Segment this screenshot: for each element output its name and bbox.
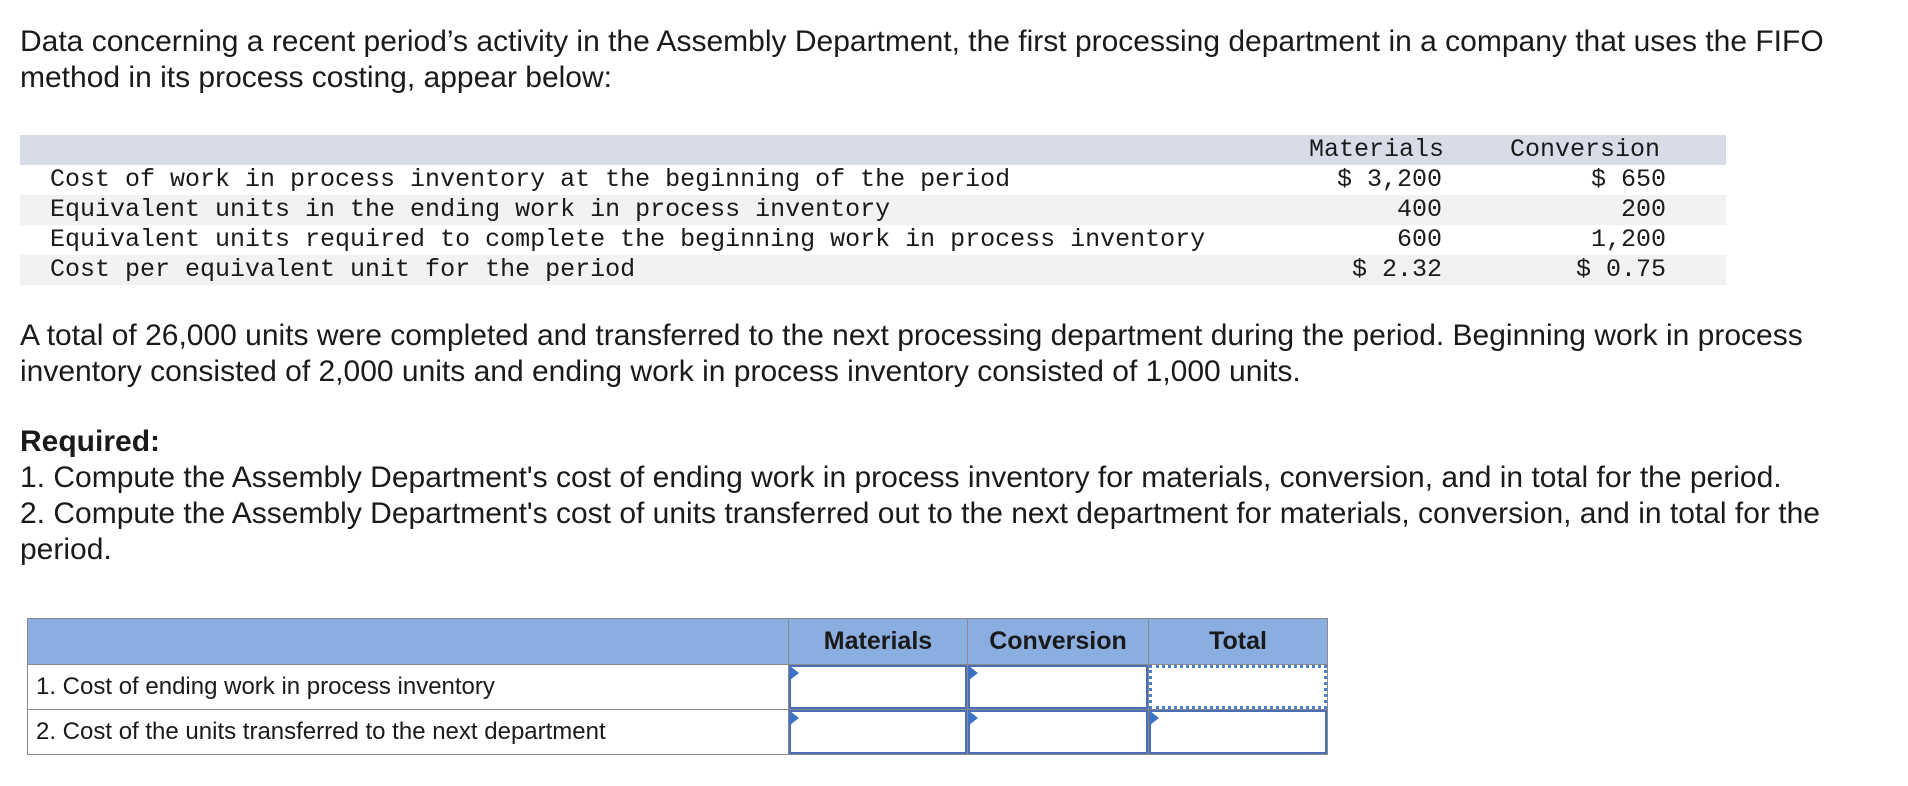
data-table-header-materials: Materials — [1308, 135, 1444, 164]
input-flag-icon — [790, 711, 799, 725]
data-row-materials: $ 2.32 — [1351, 255, 1442, 284]
answer-cell — [968, 710, 1149, 755]
input-flag-icon — [969, 666, 978, 680]
data-row-label: Equivalent units in the ending work in process inventory — [50, 195, 891, 224]
answer-header-materials: Materials — [789, 619, 968, 665]
answer-cell — [1149, 710, 1328, 755]
required-section — [20, 424, 1900, 568]
input-flag-icon — [1150, 711, 1159, 725]
data-table-row — [20, 165, 1726, 195]
answer-cell-wrapper — [1149, 665, 1327, 709]
answer-cell-wrapper — [1149, 710, 1327, 754]
input-flag-icon — [790, 666, 799, 680]
data-row-conversion: 1,200 — [1590, 225, 1666, 254]
data-table-row — [20, 225, 1726, 255]
data-row-label: Cost per equivalent unit for the period — [50, 255, 636, 284]
data-row-conversion: 200 — [1620, 195, 1666, 224]
intro-paragraph: Data concerning a recent period’s activity in the Assembly Department, the first processing department in a company that uses the FIFO method in its process costing, appear below: — [20, 25, 1824, 94]
answer-cell-wrapper — [789, 665, 967, 709]
answer-table — [27, 618, 1328, 755]
answer-header-row — [28, 619, 1328, 665]
answer-cell — [1149, 665, 1328, 710]
answer-cell — [968, 665, 1149, 710]
answer-cell — [789, 710, 968, 755]
cost-data-table — [20, 135, 1726, 285]
answer-row-label: 1. Cost of ending work in process inventory — [28, 665, 789, 710]
answer-cell — [789, 665, 968, 710]
required-item-2: 2. Compute the Assembly Department's cost of units transferred out to the next department for materials, conversion, and in total for the period. — [20, 497, 1820, 566]
data-table-row — [20, 195, 1726, 225]
data-table-header-conversion: Conversion — [1509, 135, 1661, 164]
data-row-materials: 600 — [1396, 225, 1442, 254]
answer-row-label: 2. Cost of the units transferred to the next department — [28, 710, 789, 755]
data-row-conversion: $ 650 — [1590, 165, 1666, 194]
answer-cell-wrapper — [789, 710, 967, 754]
answer-header-total: Total — [1149, 619, 1328, 665]
answer-row-ending-wip — [28, 665, 1328, 710]
data-row-label: Cost of work in process inventory at the beginning of the period — [50, 165, 1011, 194]
answer-header-conversion: Conversion — [968, 619, 1149, 665]
answer-header-label — [28, 619, 789, 665]
data-table-row — [20, 255, 1726, 285]
data-row-conversion: $ 0.75 — [1575, 255, 1666, 284]
data-row-materials: $ 3,200 — [1336, 165, 1442, 194]
transferred-total-input[interactable] — [1149, 710, 1327, 754]
answer-cell-wrapper — [968, 665, 1148, 709]
answer-cell-wrapper — [968, 710, 1148, 754]
answer-row-transferred — [28, 710, 1328, 755]
ending-wip-total-input[interactable] — [1149, 665, 1327, 709]
required-item-1: 1. Compute the Assembly Department's cost of ending work in process inventory for materials, conversion, and in total for the period. — [20, 461, 1782, 494]
transferred-conversion-input[interactable] — [968, 710, 1148, 754]
data-row-materials: 400 — [1396, 195, 1442, 224]
data-table-header-row — [20, 135, 1726, 165]
ending-wip-materials-input[interactable] — [789, 665, 967, 709]
required-heading: Required: — [20, 425, 161, 458]
ending-wip-conversion-input[interactable] — [968, 665, 1148, 709]
data-row-label: Equivalent units required to complete the beginning work in process inventory — [50, 225, 1206, 254]
input-flag-icon — [969, 711, 978, 725]
transferred-materials-input[interactable] — [789, 710, 967, 754]
data-table-header-label — [20, 135, 1264, 165]
units-paragraph: A total of 26,000 units were completed and transferred to the next processing department during the period. Beginning work in process inventory consisted of 2,000 units and ending work in process inventory consisted of 1,000 units. — [20, 319, 1803, 388]
